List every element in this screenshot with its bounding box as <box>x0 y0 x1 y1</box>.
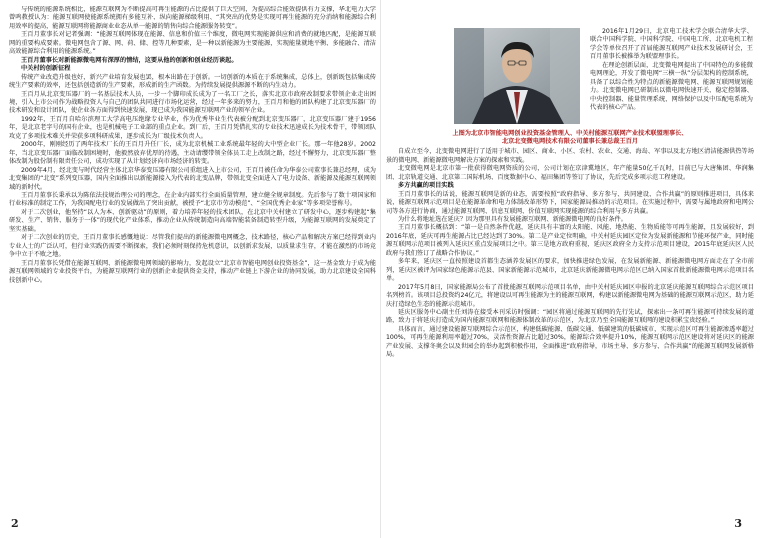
caption-line: 北京北变微电网技术有限公司董事长兼总裁王百月 <box>501 138 639 146</box>
intro-text <box>590 28 753 113</box>
left-page-text <box>9 6 376 285</box>
paragraph: 1992年，王百月自哈尔滨理工大学高电压绝缘专业毕业，作为优秀毕业生代表被分配到北京变压器厂，北京变压器厂建于1956年，是北京老字号的国有企业，也是机械电子工业部的重点企业。到厂后，王百月凭借扎实的专业技术迅速成长为技术骨干，带领团队攻克了多项技术难关并荣获多项科研成果，逐步成长为厂级技术负责人。 <box>9 115 376 140</box>
portrait-illustration <box>454 28 580 124</box>
paragraph: 王百月从北京变压器厂的一名基层技术人员，一步一个脚印成长成为了一名工厂之长，落实北京市政府改制要求带领企业走出困境，引入上市公司作为战略投资人与自己的团队共同进行市场化运营，经过一年多来的努力，王百月和他的团队构建了北京变压器厂的技术研发和设计团队，使企业各方面得到快速发展，现已成为我国能源互联网产业的领军企业。 <box>9 90 376 115</box>
paragraph: 北变微电网是北京市第一批获得微电网资质的公司，公司计划在京津冀地区，年产能量50亿千瓦时，目前已与大唐集团、华润集团、北京轨道交通、北京第二国际机场、百度数据中心、福田集团等签订了协议，先后完成多项示范工程建设。 <box>386 165 754 181</box>
section-heading: 多方共赢的项目实践 <box>398 182 454 190</box>
paragraph: 王百月董事长的话说，能源互联网是新的业态，需要按照“政府指导、多方参与、共同建设、合作共赢”的原则推进项目，具体来说，能源互联网示范项目是在能源革命和电力体制改革形势下，国家能源局推动的示范项目。在实施过程中，需要与属地政府和电网公司等各方进行协商，通过能源互联网、信息互联网、价值互联网实现能源的综合利用与多方共赢。 <box>386 190 754 215</box>
paragraph: 对于二次创业的历史，王百月董事长感慨地说：尽管我们提出的新能源微电网概念，技术路径，核心产品和解决方案已经得到业内专业人士的广泛认可，但行业实践仍需要不断探索，我们必须时刻保持危机意识，以创新求发展，以质量求生存，才能在激烈的市场竞争中立于不败之地。 <box>9 234 376 259</box>
paragraph: 2009年4月，经北变与时代经营主体北京华泰变压器有限公司重组进入上市公司，王百月被任命为华泰公司董事长兼总经理，成为北变集团的“北变”系列变压器，国内全面推出以新能源接入为代表的北变品牌，带领北变全面进入了电力设备、新能源及能源互联网领域的新时代。 <box>9 166 376 191</box>
paragraph: 具体而言，通过建设能源互联网综合示范区，构建低碳能源、低碳交通、低碳建筑的低碳城市，实现示范区可再生能源渗透率超过100%，可再生能源利用率超过70%，灵活性资源占比超过30%，能源综合效率提升10%，能源互联网示范区建设将对延庆区的能源产业发展、支撑冬奥会以及世园会的举办起到积极作用，全面推进“政府指导，市场主导、多方参与、合作共赢”的能源互联网发展新格局。 <box>386 325 754 359</box>
spine-divider <box>380 0 381 538</box>
right-page <box>386 6 754 534</box>
paragraph-emphasis: 王百月董事长对新能源微电网有深厚的情结，这要从他的创新和创业经历谈起。 <box>21 56 238 64</box>
paragraph: 自成立至今，北变微电网进行了适用于城市、园区、商业、小区、农村、农业、交通、海岛、军事以及北方地区清洁能源供热等场景的微电网、新能源微电网解决方案的探索和实践。 <box>386 148 754 164</box>
photo-and-intro <box>386 6 754 129</box>
left-page <box>9 6 376 534</box>
paragraph: 为什么将地址选在延庆？因为那里具有发展能源互联网、新能源微电网的良好条件。 <box>398 216 627 224</box>
page-number: 3 <box>734 517 742 530</box>
paragraph: 2017年5月8日，国家能源局公布了首批能源互联网示范项目名单，由中关村延庆园区申报的北京延庆能源互联网综合示范区项目名列榜首。该项目总投资约24亿元，将建设以可再生能源为主的能源互联网，构建以新能源微电网为基础的能源互联网示范区，助力延庆打造绿色生态的能源示范城市。 <box>386 283 754 308</box>
paragraph: 王百月董事长概括到：“第一是自然条件优越，延庆具有丰富的太阳能、风能、地热能、生物质能等可再生能源，且发展较好，到2016年底，延庆可再生能源占比已经达到了30%。第二是产业定位明确，中关村延庆园区定位为发展新能源和节能环保产业，同时能源互联网示范项目被列入延庆区重点发展项目之中。第三是地方政府重视，延庆区政府全力支持示范项目建设，2015年底延庆区人民政府与我们签订了战略合作协议。” <box>386 224 754 257</box>
paragraph: 在理论创新层面，北变微电网提出了中国特色的多能微电网理论，开发了微电网“三横一纵”分层架构的控制系统，具备了以综合性为特点的新能源微电网、能源互联网规划能力。北变微电网已研制出以微电网快速开关、稳定控制器、中央控制器、能量管理系统、网络保护以及中压配电系统为代表的核心产品。 <box>590 61 753 112</box>
section-heading: 中关村的创新征程 <box>21 65 71 73</box>
paragraph: 延庆区服务中心副主任刘涛在接受本刊采访时强调：“园区将通过能源互联网的先行先试，探索出一条可再生能源可持续发展的道路，致力于将延庆打造成为国内能源互联网和能源体制改革的示范区，为北京乃至全国能源互联网的建设积累宝贵经验。” <box>386 309 754 325</box>
paragraph: 王百月董事长凭借在能源互联网、新能源微电网领域的影响力，发起设立“北京市智能电网创业投资基金”，这一基金致力于成为能源互联网领域的专业投资平台，为能源互联网行业的创新企业提供资金支持，推动产业链上下游企业的协同发展，助力北京建设全国科技创新中心。 <box>9 259 376 284</box>
paragraph: 2000年，刚刚经历了两年技术厂长的王百月升任厂长，成为北京机械工业系统最年轻的大中型企业厂长。那一年他28岁。2002年，当北京变压器厂面临改制困境时，他毅然放弃优厚的待遇，主动请缨带领全体员工走上改制之路，经过不懈努力，北京变压器厂整体改制为股份制有限责任公司，成功实现了从计划经济向市场经济的转变。 <box>9 141 376 166</box>
portrait-photo <box>454 28 580 124</box>
paragraph: 王百月董事长对记者强调：“能源互联网体现在能源、信息和价值三个维度，微电网实现能源供应和消费的就地匹配，是能源互联网的重要构成要素。微电网包含了源、网、荷、储、控等几种要素，是一种以新能源为主要能源，实现能量就地平衡、多能融合、清洁高效能源综合利用的能源系统。” <box>9 31 376 56</box>
right-page-text <box>386 148 754 359</box>
photo-caption <box>386 130 754 146</box>
caption-line: 上图为北京市智能电网创业投资基金管理人、中关村能源互联网产业技术联盟理事长、 <box>452 130 688 137</box>
page-number: 2 <box>11 517 19 530</box>
paragraph: 多年来，延庆区一直按照建设首都生态涵养发展区的要求，加快推进绿色发展，在发展新能源、新能源微电网方面走在了全市前列，延庆区被评为国家绿色能源示范县、国家新能源示范城市，北京延庆新能源微电网示范区已纳入国家首批新能源微电网示范项目名单。 <box>386 258 754 283</box>
paragraph: 传统产业改造升级也好，新兴产业培育发展也罢，根本出路在于创新。一切创新的本质在于系统集成，总体上，创新既包括集成传统生产要素的效率，还包括创造新的生产要素，形成新的生产函数。为持续发展提供源源不断的内生动力。 <box>9 73 376 90</box>
paragraph: 对于二次创业，他坚持“以人为本、创新驱动”的原则，着力培养年轻的技术团队，在北京中关村建立了研发中心，逐步构建起“集研发、生产、销售、服务于一体”的现代化产业体系，推动企业从传统制造向高端智能装备制造转型升级，为能源互联网的发展奠定了坚实基础。 <box>9 208 376 233</box>
paragraph: 与传统的能源系统相比，能源互联网为不断提高可再生能源的占比提供了巨大空间，为提高综合能效提供有力支撑，华北电力大学曾鸣教授认为：能源互联网使能源系统拥有多能互补、纵向能源梯级利用、“其突出的优势是实现可再生能源的充分消纳和能源综合利用效率的提高，能源互联网将能源商业业态从单一能源的销售向综合能源服务转变”。 <box>9 6 376 30</box>
paragraph: 2016年1月29日，北京电工技术学会联合清华大学、联合中国科学院、中国科学院、中国电工所、北京电机工程学会等单位召开了首届能源互联网产业技术发展研讨会，王百月董事长被推举为联盟理事长。 <box>590 28 753 61</box>
paragraph: 王百月董事长秉承以为陈依法技规治理公司的理念，在企业内部实行全面质量管理，建立健全规章制度。先后参与了数十项国家和行业标准的制定工作，为我国配电行业的发展做出了突出贡献，被授予“北京市劳动模范”、“全国优秀企业家”等多项荣誉称号。 <box>9 191 376 208</box>
